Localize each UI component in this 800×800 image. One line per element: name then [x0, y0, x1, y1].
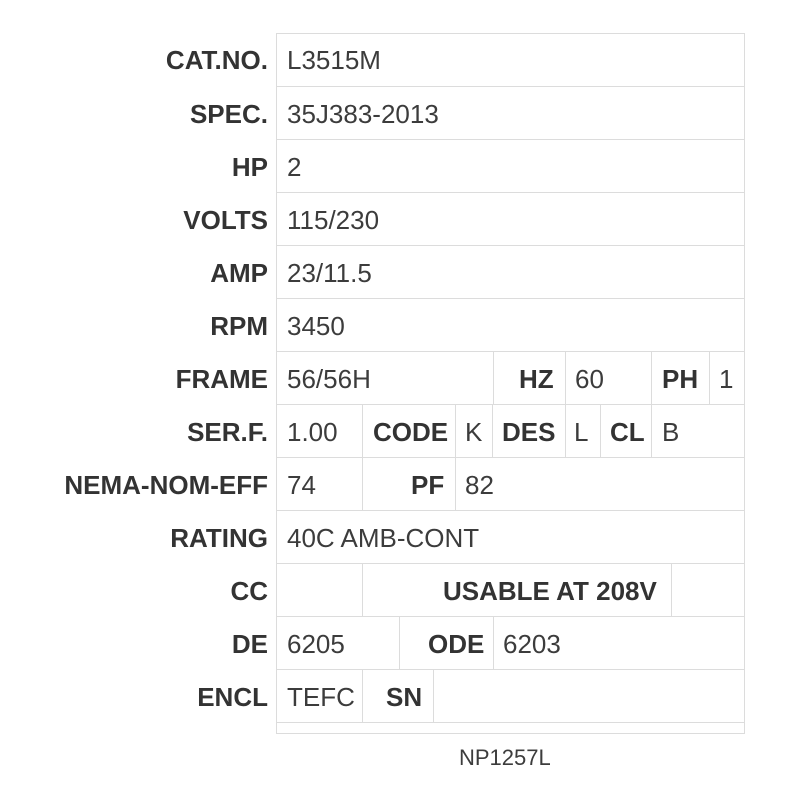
- value-spec: 35J383-2013: [287, 99, 439, 129]
- label-nema-nom-eff: NEMA-NOM-EFF: [64, 470, 268, 500]
- label-sn: SN: [386, 682, 423, 712]
- label-ode: ODE: [428, 629, 485, 659]
- value-ser-f: 1.00: [287, 417, 338, 447]
- label-code: CODE: [373, 417, 449, 447]
- value-amp: 23/11.5: [287, 258, 372, 288]
- label-frame: FRAME: [175, 364, 268, 394]
- cell-cc-blank: [671, 563, 745, 617]
- value-ode: 6203: [503, 629, 561, 659]
- label-spec: SPEC.: [189, 99, 268, 129]
- value-hz: 60: [575, 364, 604, 394]
- value-code: K: [465, 417, 483, 447]
- label-des: DES: [502, 417, 556, 447]
- part-number-footer: NP1257L: [459, 745, 551, 770]
- label-encl: ENCL: [197, 682, 268, 712]
- value-cl: B: [662, 417, 680, 447]
- value-encl: TEFC: [287, 682, 355, 712]
- value-nema-nom-eff: 74: [287, 470, 316, 500]
- value-rating: 40C AMB-CONT: [287, 523, 480, 553]
- label-rating: RATING: [170, 523, 268, 553]
- label-de: DE: [231, 629, 268, 659]
- usable-note: USABLE AT 208V: [443, 576, 657, 606]
- label-volts: VOLTS: [183, 205, 268, 235]
- label-amp: AMP: [210, 258, 268, 288]
- label-hp: HP: [231, 152, 268, 182]
- cell-sn: [433, 669, 745, 723]
- value-cat-no: L3515M: [287, 45, 381, 75]
- value-de: 6205: [287, 629, 345, 659]
- value-hp: 2: [287, 152, 302, 182]
- label-ser-f: SER.F.: [187, 417, 268, 447]
- cell-pf: [455, 457, 745, 511]
- label-rpm: RPM: [210, 311, 268, 341]
- cell-hp: [276, 139, 745, 193]
- value-des: L: [574, 417, 589, 447]
- label-cat-no: CAT.NO.: [165, 45, 268, 75]
- label-ph: PH: [662, 364, 699, 394]
- label-cc: CC: [230, 576, 268, 606]
- bottom-strip: [276, 722, 745, 734]
- label-pf: PF: [411, 470, 445, 500]
- cell-cc: [276, 563, 363, 617]
- label-hz: HZ: [519, 364, 554, 394]
- cell-rpm: [276, 298, 745, 352]
- value-ph: 1: [719, 364, 734, 394]
- value-frame: 56/56H: [287, 364, 371, 394]
- value-rpm: 3450: [287, 311, 345, 341]
- value-pf: 82: [465, 470, 494, 500]
- label-cl: CL: [610, 417, 645, 447]
- value-volts: 115/230: [287, 205, 380, 235]
